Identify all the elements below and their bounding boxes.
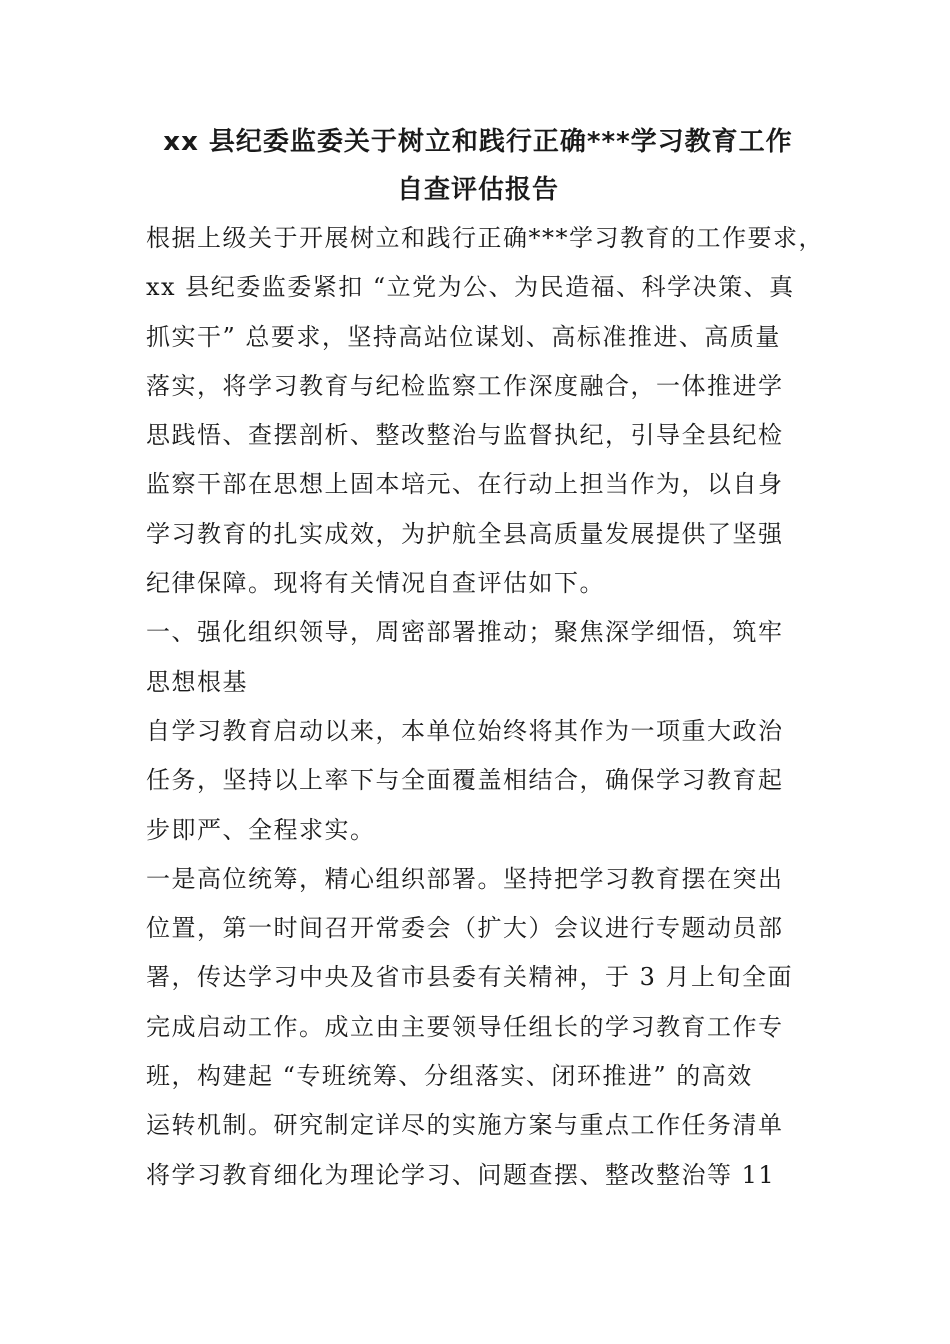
section-heading-line: 思想根基 [146, 667, 248, 696]
body-line: 班，构建起 “专班统筹、分组落实、闭环推进” 的高效 [146, 1062, 753, 1091]
body-line: 自学习教育启动以来，本单位始终将其作为一项重大政治 [146, 716, 784, 745]
body-line: 步即严、全程求实。 [146, 815, 376, 844]
section-heading-line: 一、强化组织领导，周密部署推动；聚焦深学细悟，筑牢 [146, 618, 784, 647]
title-line: xx 县纪委监委关于树立和践行正确***学习教育工作 [163, 127, 793, 157]
body-line: 抓实干” 总要求，坚持高站位谋划、高标准推进、高质量 [146, 322, 781, 351]
body-line: xx 县纪委监委紧扣 “立党为公、为民造福、科学决策、真 [146, 273, 795, 302]
body-line: 落实，将学习教育与纪检监察工作深度融合，一体推进学 [146, 371, 784, 400]
body-line: 监察干部在思想上固本培元、在行动上担当作为，以自身 [146, 470, 784, 499]
body-line: 根据上级关于开展树立和践行正确***学习教育的工作要求， [146, 224, 824, 252]
document-title [146, 118, 810, 214]
body-line: 运转机制。研究制定详尽的实施方案与重点工作任务清单 [146, 1111, 784, 1140]
body-line: 位置，第一时间召开常委会（扩大）会议进行专题动员部 [146, 914, 784, 943]
body-line: 纪律保障。现将有关情况自查评估如下。 [146, 569, 605, 598]
body-line: 任务，坚持以上率下与全面覆盖相结合，确保学习教育起 [146, 766, 784, 795]
document-body [146, 214, 824, 1200]
body-line: 完成启动工作。成立由主要领导任组长的学习教育工作专 [146, 1012, 784, 1041]
body-line: 思践悟、查摆剖析、整改整治与监督执纪，引导全县纪检 [146, 421, 784, 450]
body-line: 一是高位统筹，精心组织部署。坚持把学习教育摆在突出 [146, 864, 784, 893]
title-line: 自查评估报告 [396, 175, 559, 205]
document-page [146, 118, 824, 1200]
body-line: 学习教育的扎实成效，为护航全县高质量发展提供了坚强 [146, 519, 784, 548]
body-line: 署，传达学习中央及省市县委有关精神，于 3 月上旬全面 [146, 963, 794, 992]
body-line: 将学习教育细化为理论学习、问题查摆、整改整治等 11 [146, 1160, 776, 1189]
